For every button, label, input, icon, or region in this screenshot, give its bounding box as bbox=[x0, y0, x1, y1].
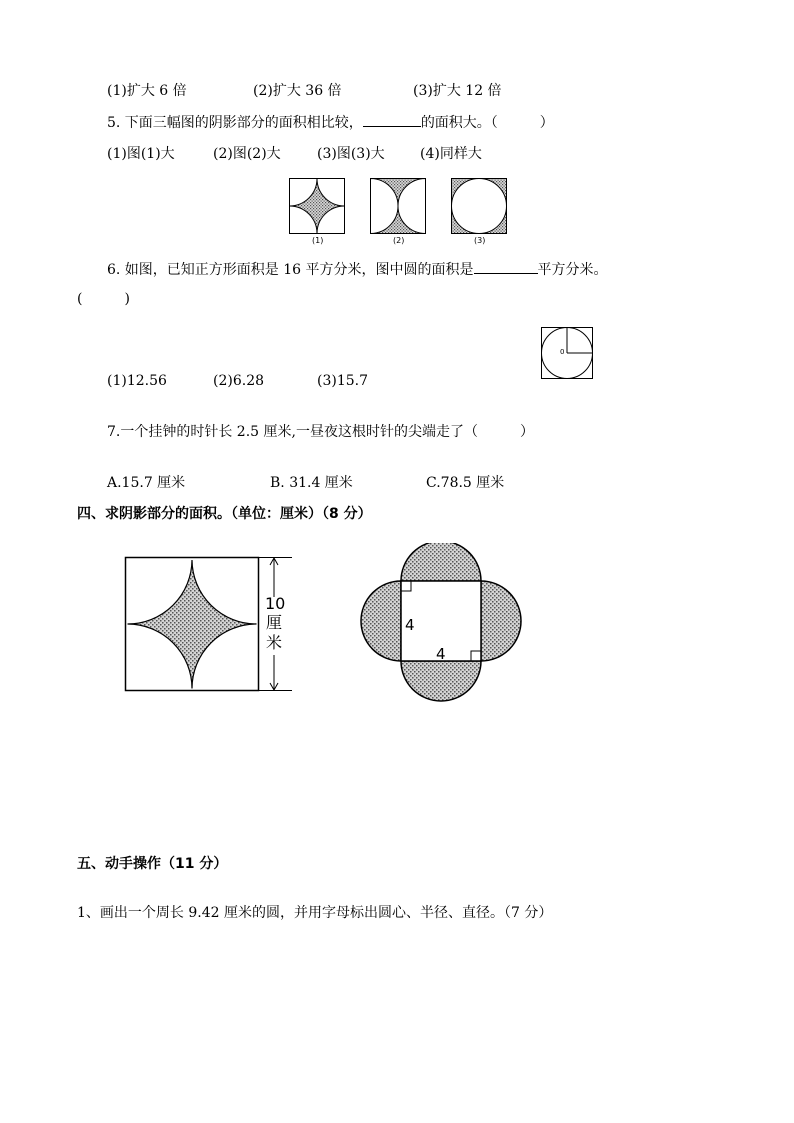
q5-figure-1-label: (1) bbox=[312, 236, 324, 245]
q6-stem-after: 平方分米。 bbox=[537, 262, 608, 278]
q5-figure-3 bbox=[451, 178, 507, 234]
q5-figure-2 bbox=[370, 178, 426, 234]
q6-answer-blank[interactable] bbox=[474, 273, 538, 274]
q7-option-b: B. 31.4 厘米 bbox=[270, 475, 353, 491]
section-4-title: 四、求阴影部分的面积。（单位：厘米）（8 分） bbox=[77, 506, 372, 522]
q5-option-2: (2)图(2)大 bbox=[213, 146, 281, 162]
section-4-figure-2 bbox=[358, 543, 526, 705]
q6-option-3: (3)15.7 bbox=[317, 373, 369, 389]
q5-stem bbox=[107, 114, 554, 132]
q5-option-3: (3)图(3)大 bbox=[317, 146, 385, 162]
q4-option-1: (1)扩大 6 倍 bbox=[107, 83, 187, 99]
section-4-dim-unit-2: 米 bbox=[266, 633, 283, 652]
q6-stem-before: 6. 如图，已知正方形面积是 16 平方分米，图中圆的面积是 bbox=[107, 262, 474, 278]
section-5-question-1: 1、画出一个周长 9.42 厘米的圆，并用字母标出圆心、半径、直径。（7 分） bbox=[77, 905, 553, 921]
q6-option-1: (1)12.56 bbox=[107, 373, 167, 389]
q7-stem: 7.一个挂钟的时针长 2.5 厘米,一昼夜这根时针的尖端走了（ ） bbox=[107, 424, 534, 440]
q5-figure-3-label: (3) bbox=[474, 236, 486, 245]
q7-option-a: A.15.7 厘米 bbox=[107, 475, 186, 491]
q5-option-4: (4)同样大 bbox=[420, 146, 482, 162]
section-4-fig2-bottom-label: 4 bbox=[436, 645, 446, 663]
q4-option-2: (2)扩大 36 倍 bbox=[253, 83, 342, 99]
q7-option-c: C.78.5 厘米 bbox=[426, 475, 505, 491]
q6-answer-paren[interactable]: ( ) bbox=[77, 291, 130, 307]
section-4-dim-number: 10 bbox=[265, 594, 286, 613]
q5-stem-after: 的面积大。（ ） bbox=[420, 115, 554, 131]
q5-option-1: (1)图(1)大 bbox=[107, 146, 175, 162]
q5-figure-1 bbox=[289, 178, 345, 234]
section-4-dim-unit-1: 厘 bbox=[266, 613, 283, 632]
q5-figure-2-label: (2) bbox=[393, 236, 405, 245]
section-5-title: 五、动手操作（11 分） bbox=[77, 856, 228, 872]
q6-center-label: 0 bbox=[560, 348, 565, 356]
q6-figure bbox=[541, 327, 593, 379]
section-4-fig2-side-label: 4 bbox=[405, 616, 415, 634]
q5-answer-blank[interactable] bbox=[363, 126, 421, 127]
q4-option-3: (3)扩大 12 倍 bbox=[413, 83, 502, 99]
q5-stem-before: 5. 下面三幅图的阴影部分的面积相比较， bbox=[107, 115, 363, 131]
q6-stem bbox=[107, 261, 608, 279]
q6-option-2: (2)6.28 bbox=[213, 373, 265, 389]
